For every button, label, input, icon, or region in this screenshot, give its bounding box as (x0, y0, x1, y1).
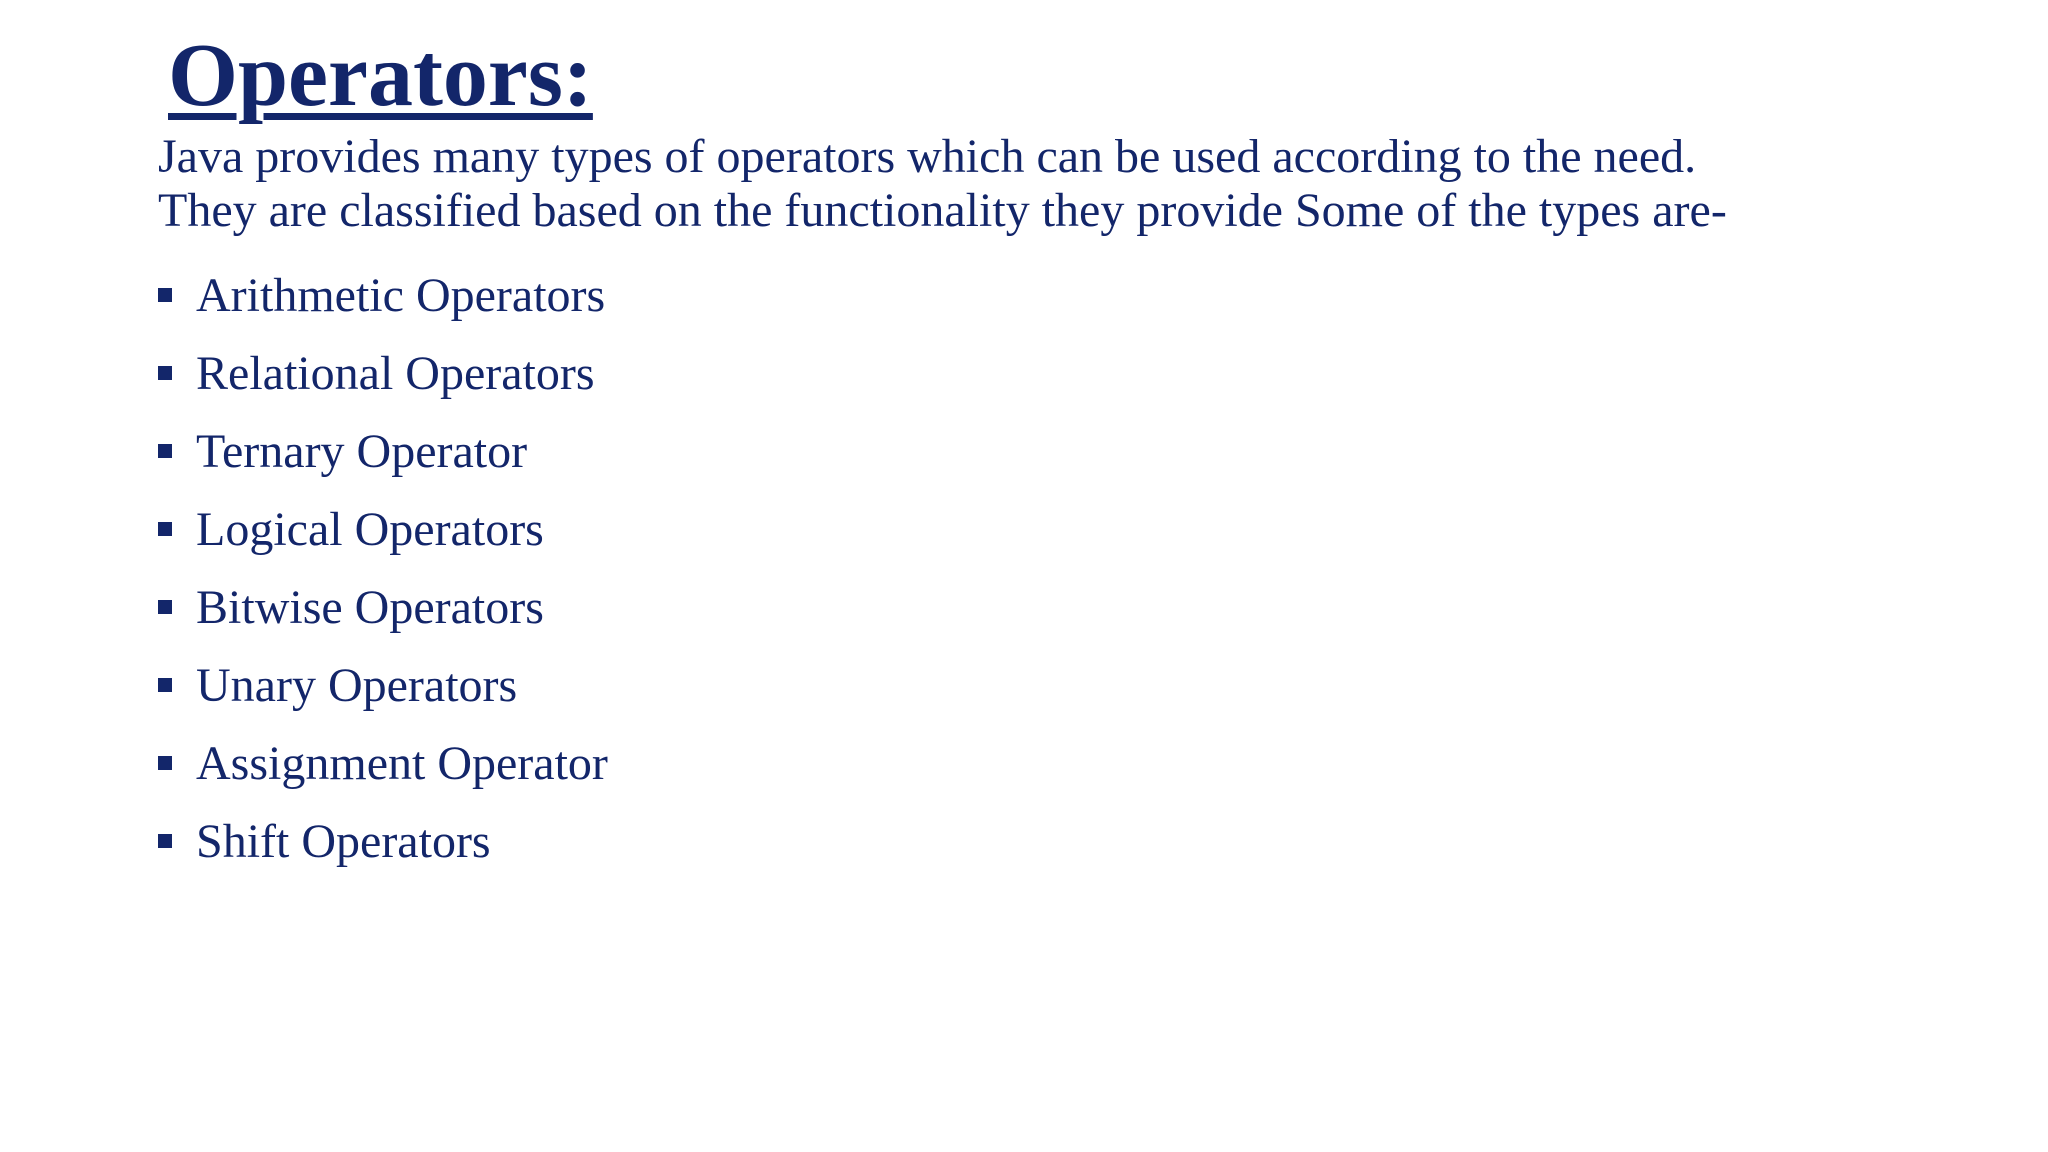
square-bullet-icon (158, 522, 172, 536)
intro-line: Java provides many types of operators which can be used according to the need. (158, 130, 1697, 183)
list-item-label: Relational Operators (196, 346, 595, 400)
square-bullet-icon (158, 444, 172, 458)
list-item-label: Ternary Operator (196, 424, 528, 478)
square-bullet-icon (158, 756, 172, 770)
square-bullet-icon (158, 834, 172, 848)
list-item-logical (158, 490, 608, 568)
square-bullet-icon (158, 600, 172, 614)
list-item-ternary (158, 412, 608, 490)
list-item-label: Unary Operators (196, 658, 518, 712)
list-item-label: Shift Operators (196, 814, 491, 868)
list-item-bitwise (158, 568, 608, 646)
intro-paragraph (158, 130, 1727, 238)
list-item-unary (158, 646, 608, 724)
slide-title: Operators: (168, 26, 593, 125)
square-bullet-icon (158, 288, 172, 302)
square-bullet-icon (158, 678, 172, 692)
list-item-relational (158, 334, 608, 412)
list-item-label: Bitwise Operators (196, 580, 544, 634)
list-item-arithmetic (158, 256, 608, 334)
list-item-label: Arithmetic Operators (196, 268, 606, 322)
intro-line: They are classified based on the functionality they provide Some of the types are- (158, 184, 1727, 237)
list-item-shift (158, 802, 608, 880)
list-item-label: Assignment Operator (196, 736, 608, 790)
list-item-label: Logical Operators (196, 502, 544, 556)
square-bullet-icon (158, 366, 172, 380)
operator-type-list (158, 256, 608, 880)
list-item-assignment (158, 724, 608, 802)
